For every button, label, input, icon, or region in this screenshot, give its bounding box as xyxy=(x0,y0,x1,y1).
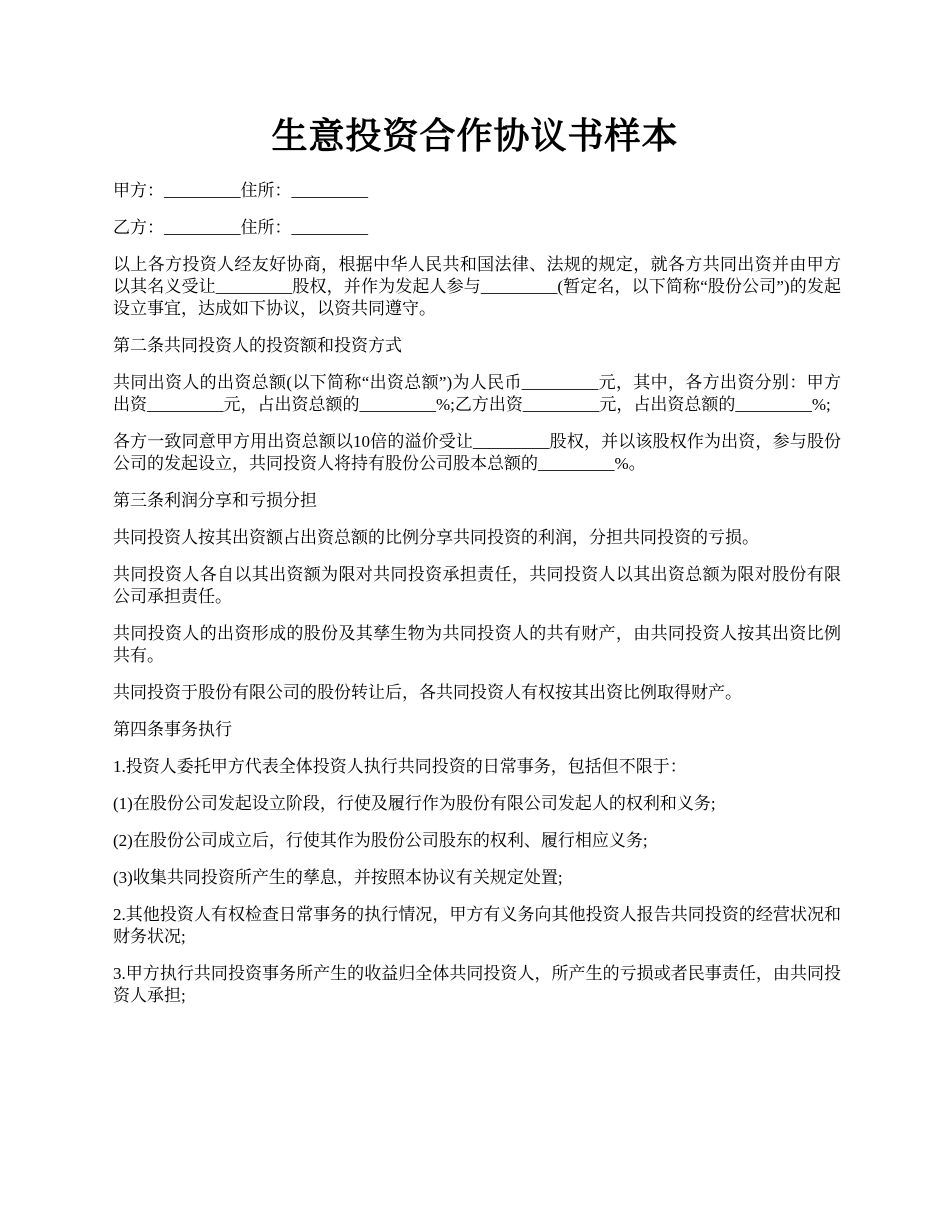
article-3-paragraph-4: 共同投资于股份有限公司的股份转让后，各共同投资人有权按其出资比例取得财产。 xyxy=(113,683,742,702)
article-4-item-3: 3.甲方执行共同投资事务所产生的收益归全体共同投资人，所产生的亏损或者民事责任，由共同投资人承担; xyxy=(113,964,841,1005)
document-title: 生意投资合作协议书样本 xyxy=(271,116,679,156)
article-2-heading: 第二条共同投资人的投资额和投资方式 xyxy=(113,336,402,355)
article-4-subitem-3: (3)收集共同投资所产生的孳息，并按照本协议有关规定处置; xyxy=(113,868,563,887)
article-4-subitem-2: (2)在股份公司成立后，行使其作为股份公司股东的权利、履行相应义务; xyxy=(113,831,648,850)
party-a-line: 甲方：_________住所：_________ xyxy=(113,181,368,200)
article-3-paragraph-1: 共同投资人按其出资额占出资总额的比例分享共同投资的利润，分担共同投资的亏损。 xyxy=(113,528,759,547)
article-3-paragraph-2: 共同投资人各自以其出资额为限对共同投资承担责任，共同投资人以其出资总额为限对股份有限公司承担责任。 xyxy=(113,565,841,606)
document-body xyxy=(113,180,841,1022)
article-3-paragraph-3: 共同投资人的出资形成的股份及其孳生物为共同投资人的共有财产，由共同投资人按其出资比例共有。 xyxy=(113,624,841,665)
article-2-paragraph-1: 共同出资人的出资总额(以下简称“出资总额”)为人民币_________元，其中，各方出资分别：甲方出资_________元，占出资总额的_________%;乙方出资_________元，占出资总额的_________%; xyxy=(113,373,841,414)
party-b-line: 乙方：_________住所：_________ xyxy=(113,218,368,237)
preamble-paragraph: 以上各方投资人经友好协商，根据中华人民共和国法律、法规的规定，就各方共同出资并由甲方以其名义受让_________股权，并作为发起人参与_________(暂定名，以下简称“股份公司”)的发起设立事宜，达成如下协议，以资共同遵守。 xyxy=(113,255,841,318)
article-2-paragraph-2: 各方一致同意甲方用出资总额以10倍的溢价受让_________股权，并以该股权作为出资，参与股份公司的发起设立，共同投资人将持有股份公司股本总额的_________%。 xyxy=(113,432,841,473)
article-4-heading: 第四条事务执行 xyxy=(113,720,232,739)
article-4-item-2: 2.其他投资人有权检查日常事务的执行情况，甲方有义务向其他投资人报告共同投资的经营状况和财务状况; xyxy=(113,905,841,946)
article-4-subitem-1: (1)在股份公司发起设立阶段，行使及履行作为股份有限公司发起人的权利和义务; xyxy=(113,794,716,813)
article-4-item-1: 1.投资人委托甲方代表全体投资人执行共同投资的日常事务，包括但不限于： xyxy=(113,757,687,776)
article-3-heading: 第三条利润分享和亏损分担 xyxy=(113,491,317,510)
